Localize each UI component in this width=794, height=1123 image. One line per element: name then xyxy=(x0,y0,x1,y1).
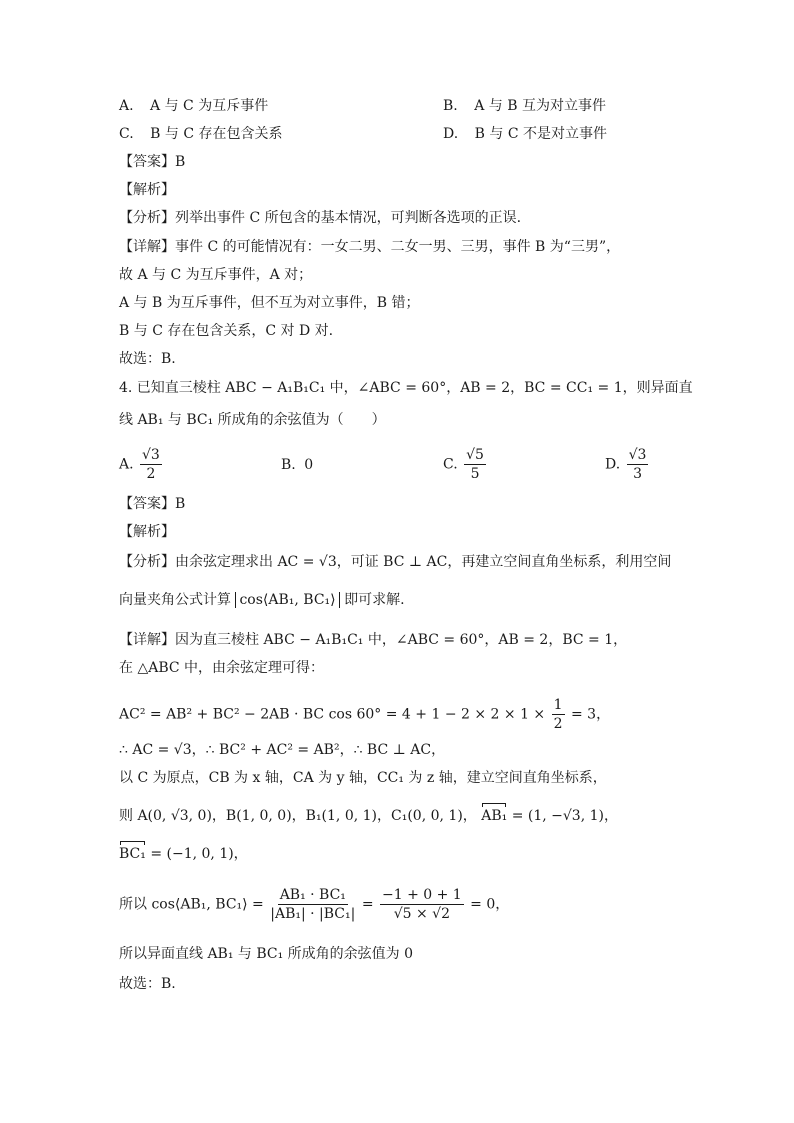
vector-ab1: AB₁ xyxy=(481,808,508,824)
q3-analysis-heading: 【解析】 xyxy=(119,182,175,198)
q4-xiangjie-line-1: 【详解】因为直三棱柱 ABC − A₁B₁C₁ 中，∠ABC = 60°，AB = 2，BC = 1， xyxy=(119,632,628,648)
q4-option-a: A. $\frac{√3}{2}$ xyxy=(119,447,160,482)
q3-line-1: 故 A 与 C 为互斥事件，A 对； xyxy=(119,267,313,283)
q4-option-b: B. 0 xyxy=(281,457,314,473)
q4-choose: 故选：B. xyxy=(119,976,176,992)
q4-xiangjie-line-2: 在 △ABC 中，由余弦定理可得： xyxy=(119,660,325,676)
q4-answer: 【答案】B xyxy=(119,496,186,512)
q4-points: 则 A(0, √3, 0)，B(1, 0, 0)，B₁(1, 0, 1)，C₁(0, 0, 1)， AB₁ = (1, −√3, 1)， xyxy=(119,808,618,824)
q4-analysis-heading: 【解析】 xyxy=(119,524,175,540)
q4-vector-bc1: BC₁ = (−1, 0, 1)， xyxy=(119,846,248,862)
q4-coordinate-setup: 以 C 为原点，CB 为 x 轴，CA 为 y 轴，CC₁ 为 z 轴，建立空间直角坐标系， xyxy=(119,770,607,786)
q3-fenxi: 【分析】列举出事件 C 所包含的基本情况，可判断各选项的正误. xyxy=(119,210,522,226)
q3-choose: 故选：B. xyxy=(119,351,176,367)
vector-bc1: BC₁ xyxy=(119,846,146,862)
q3-answer: 【答案】B xyxy=(119,154,186,170)
q4-stem-line-2: 线 AB₁ 与 BC₁ 所成角的余弦值为（ ） xyxy=(119,412,386,428)
q4-equation-2: ∴ AC = √3，∴ BC² + AC² = AB²，∴ BC ⊥ AC， xyxy=(119,742,446,758)
q4-cos-calculation: 所以 cos⟨AB₁, BC₁⟩ = $\frac{\text{AB₁ · BC₁}}{\text{|AB₁| · |BC₁|}}$ = $\frac{-1 + 0 + 1}{√5 \times √2}$ = 0， xyxy=(119,887,510,922)
q3-option-b: B. A 与 B 互为对立事件 xyxy=(443,98,606,114)
q3-xiangjie: 【详解】事件 C 的可能情况有：一女二男、二女一男、三男，事件 B 为“三男”， xyxy=(119,239,621,255)
q4-option-d: D. $\frac{√3}{3}$ xyxy=(605,447,647,482)
q4-fenxi-line-2: 向量夹角公式计算 cos⟨AB₁, BC₁⟩ 即可求解. xyxy=(119,592,405,608)
q3-option-a: A. A 与 C 为互斥事件 xyxy=(119,98,269,114)
q3-line-3: B 与 C 存在包含关系，C 对 D 对. xyxy=(119,323,334,339)
q4-option-c: C. $\frac{√5}{5}$ xyxy=(443,447,484,482)
q4-stem-line-1: 4. 已知直三棱柱 ABC − A₁B₁C₁ 中，∠ABC = 60°，AB = 2，BC = CC₁ = 1，则异面直 xyxy=(119,380,693,396)
q4-fenxi-line-1: 【分析】由余弦定理求出 AC = √3，可证 BC ⊥ AC，再建立空间直角坐标系，利用空间 xyxy=(119,554,672,570)
q3-line-2: A 与 B 为互斥事件，但不互为对立事件，B 错； xyxy=(119,295,420,311)
q4-equation-1: AC² = AB² + BC² − 2AB · BC cos 60° = 4 + 1 − 2 × 2 × 1 × $\frac{1}{2}$ = 3， xyxy=(119,697,611,732)
cos-angle-expression: cos⟨AB₁, BC₁⟩ xyxy=(235,592,339,608)
q4-conclusion: 所以异面直线 AB₁ 与 BC₁ 所成角的余弦值为 0 xyxy=(119,946,414,962)
q3-option-c: C. B 与 C 存在包含关系 xyxy=(119,126,283,142)
q3-option-d: D. B 与 C 不是对立事件 xyxy=(443,126,607,142)
